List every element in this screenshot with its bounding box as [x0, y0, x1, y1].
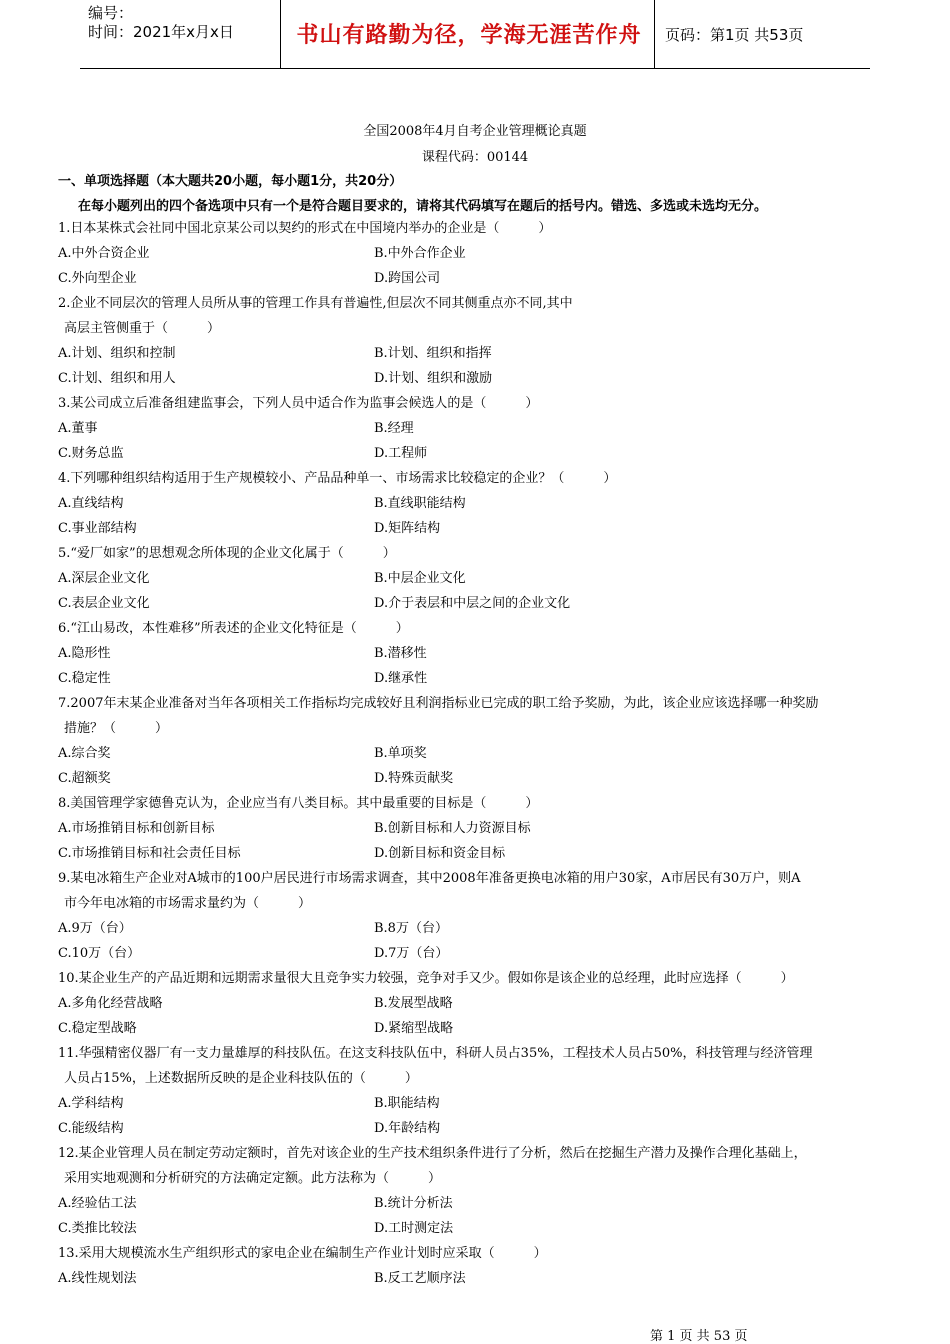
option-group	[58, 641, 896, 691]
answer-option: B.中层企业文化	[374, 571, 466, 586]
answer-option: D.工时测定法	[374, 1221, 454, 1236]
answer-option: D.特殊贡献奖	[374, 771, 454, 786]
answer-option: B.单项奖	[374, 746, 427, 761]
answer-option: D.介于表层和中层之间的企业文化	[374, 596, 571, 611]
page-footer: 第 1 页 共 53 页	[650, 1329, 748, 1344]
section-heading: 一、单项选择题（本大题共20小题，每小题1分，共20分）	[58, 174, 403, 189]
answer-option: B.8万（台）	[374, 921, 448, 936]
answer-option: C.市场推销目标和社会责任目标	[58, 846, 241, 861]
question-stem: 12.某企业管理人员在制定劳动定额时，首先对该企业的生产技术组织条件进行了分析，然后在挖掘生产潜力及操作合理化基础上，	[58, 1146, 807, 1161]
question-stem: 3.某公司成立后准备组建监事会，下列人员中适合作为监事会候选人的是（ ）	[58, 396, 539, 411]
header-motto: 书山有路勤为径，学海无涯苦作舟	[296, 23, 642, 48]
answer-option: B.计划、组织和指挥	[374, 346, 492, 361]
question-item	[58, 1041, 896, 1141]
answer-option: D.跨国公司	[374, 271, 441, 286]
answer-option: A.隐形性	[58, 646, 111, 661]
answer-option: A.董事	[58, 421, 98, 436]
answer-option: B.经理	[374, 421, 414, 436]
question-list	[58, 216, 896, 1291]
answer-option: B.反工艺顺序法	[374, 1271, 466, 1286]
question-item	[58, 866, 896, 966]
answer-option: B.直线职能结构	[374, 496, 466, 511]
answer-option: C.计划、组织和用人	[58, 371, 176, 386]
serial-label: 编号：	[88, 4, 134, 22]
question-stem: 6.“江山易改，本性难移”所表述的企业文化特征是（ ）	[58, 621, 409, 636]
answer-option: B.中外合作企业	[374, 246, 466, 261]
question-stem: 9.某电冰箱生产企业对A城市的100户居民进行市场需求调查，其中2008年准备更换电冰箱的用户30家，A市居民有30万户，则A	[58, 871, 801, 886]
question-stem: 4.下列哪种组织结构适用于生产规模较小、产品品种单一、市场需求比较稳定的企业？（ ）	[58, 471, 617, 486]
question-item	[58, 466, 896, 541]
answer-option: A.学科结构	[58, 1096, 124, 1111]
question-stem: 采用实地观测和分析研究的方法确定定额。此方法称为（ ）	[64, 1171, 442, 1186]
answer-option: D.紧缩型战略	[374, 1021, 454, 1036]
question-stem: 措施？（ ）	[64, 721, 169, 736]
answer-option: C.表层企业文化	[58, 596, 150, 611]
answer-option: C.10万（台）	[58, 946, 141, 961]
question-item	[58, 966, 896, 1041]
time-label: 时间：2021年x月x日	[88, 23, 234, 41]
option-group	[58, 1091, 896, 1141]
answer-option: A.多角化经营战略	[58, 996, 163, 1011]
option-group	[58, 416, 896, 466]
answer-option: A.9万（台）	[58, 921, 132, 936]
question-item	[58, 541, 896, 616]
question-item	[58, 216, 896, 291]
answer-option: C.超额奖	[58, 771, 111, 786]
question-stem: 10.某企业生产的产品近期和远期需求量很大且竞争实力较强，竞争对手又少。假如你是该企业的总经理，此时应选择（ ）	[58, 971, 794, 986]
answer-option: A.综合奖	[58, 746, 111, 761]
answer-option: B.发展型战略	[374, 996, 453, 1011]
exam-title: 全国2008年4月自考企业管理概论真题	[363, 124, 587, 139]
answer-option: A.经验估工法	[58, 1196, 137, 1211]
question-stem: 市今年电冰箱的市场需求量约为（ ）	[64, 896, 312, 911]
question-item	[58, 1141, 896, 1241]
question-item	[58, 1241, 896, 1291]
question-stem: 人员占15%，上述数据所反映的是企业科技队伍的（ ）	[64, 1071, 418, 1086]
answer-option: A.市场推销目标和创新目标	[58, 821, 215, 836]
header-divider	[654, 0, 655, 68]
answer-option: C.能级结构	[58, 1121, 124, 1136]
answer-option: D.矩阵结构	[374, 521, 441, 536]
question-item	[58, 616, 896, 691]
answer-option: D.工程师	[374, 446, 428, 461]
question-stem: 高层主管侧重于（ ）	[64, 321, 221, 336]
question-item	[58, 391, 896, 466]
question-stem: 7.2007年末某企业准备对当年各项相关工作指标均完成较好且利润指标业已完成的职工给予奖励，为此，该企业应该选择哪一种奖励	[58, 696, 819, 711]
header-meta	[88, 4, 283, 42]
question-item	[58, 791, 896, 866]
page-header	[80, 0, 870, 69]
question-stem: 1.日本某株式会社同中国北京某公司以契约的形式在中国境内举办的企业是（ ）	[58, 221, 552, 236]
header-divider	[280, 0, 281, 68]
answer-option: D.7万（台）	[374, 946, 449, 961]
question-stem: 13.采用大规模流水生产组织形式的家电企业在编制生产作业计划时应采取（ ）	[58, 1246, 547, 1261]
answer-option: B.统计分析法	[374, 1196, 453, 1211]
answer-option: D.年龄结构	[374, 1121, 441, 1136]
answer-option: C.外向型企业	[58, 271, 137, 286]
question-item	[58, 291, 896, 391]
answer-option: A.直线结构	[58, 496, 124, 511]
option-group	[58, 816, 896, 866]
header-page-label: 页码：第1页 共53页	[665, 26, 804, 44]
answer-option: D.创新目标和资金目标	[374, 846, 506, 861]
instructions: 在每小题列出的四个备选项中只有一个是符合题目要求的，请将其代码填写在题后的括号内。错选、多选或未选均无分。	[78, 199, 768, 214]
answer-option: A.中外合资企业	[58, 246, 150, 261]
option-group	[58, 241, 896, 291]
option-group	[58, 491, 896, 541]
answer-option: C.稳定性	[58, 671, 111, 686]
option-group	[58, 341, 896, 391]
option-group	[58, 916, 896, 966]
question-stem: 5.“爱厂如家”的思想观念所体现的企业文化属于（ ）	[58, 546, 396, 561]
answer-option: B.职能结构	[374, 1096, 440, 1111]
option-group	[58, 1191, 896, 1241]
answer-option: B.创新目标和人力资源目标	[374, 821, 531, 836]
question-item	[58, 691, 896, 791]
answer-option: D.计划、组织和激励	[374, 371, 493, 386]
question-stem: 11.华强精密仪器厂有一支力量雄厚的科技队伍。在这支科技队伍中，科研人员占35%，工程技术人员占50%，科技管理与经济管理	[58, 1046, 813, 1061]
option-group	[58, 741, 896, 791]
answer-option: A.深层企业文化	[58, 571, 150, 586]
option-group	[58, 991, 896, 1041]
option-group	[58, 566, 896, 616]
answer-option: C.事业部结构	[58, 521, 137, 536]
question-stem: 2.企业不同层次的管理人员所从事的管理工作具有普遍性,但层次不同其侧重点亦不同,其中	[58, 296, 573, 311]
answer-option: A.计划、组织和控制	[58, 346, 176, 361]
answer-option: A.线性规划法	[58, 1271, 137, 1286]
answer-option: D.继承性	[374, 671, 428, 686]
option-group	[58, 1266, 896, 1291]
answer-option: C.类推比较法	[58, 1221, 137, 1236]
answer-option: C.稳定型战略	[58, 1021, 137, 1036]
question-stem: 8.美国管理学家德鲁克认为，企业应当有八类目标。其中最重要的目标是（ ）	[58, 796, 539, 811]
course-code: 课程代码：00144	[421, 150, 529, 165]
answer-option: C.财务总监	[58, 446, 124, 461]
answer-option: B.潜移性	[374, 646, 427, 661]
